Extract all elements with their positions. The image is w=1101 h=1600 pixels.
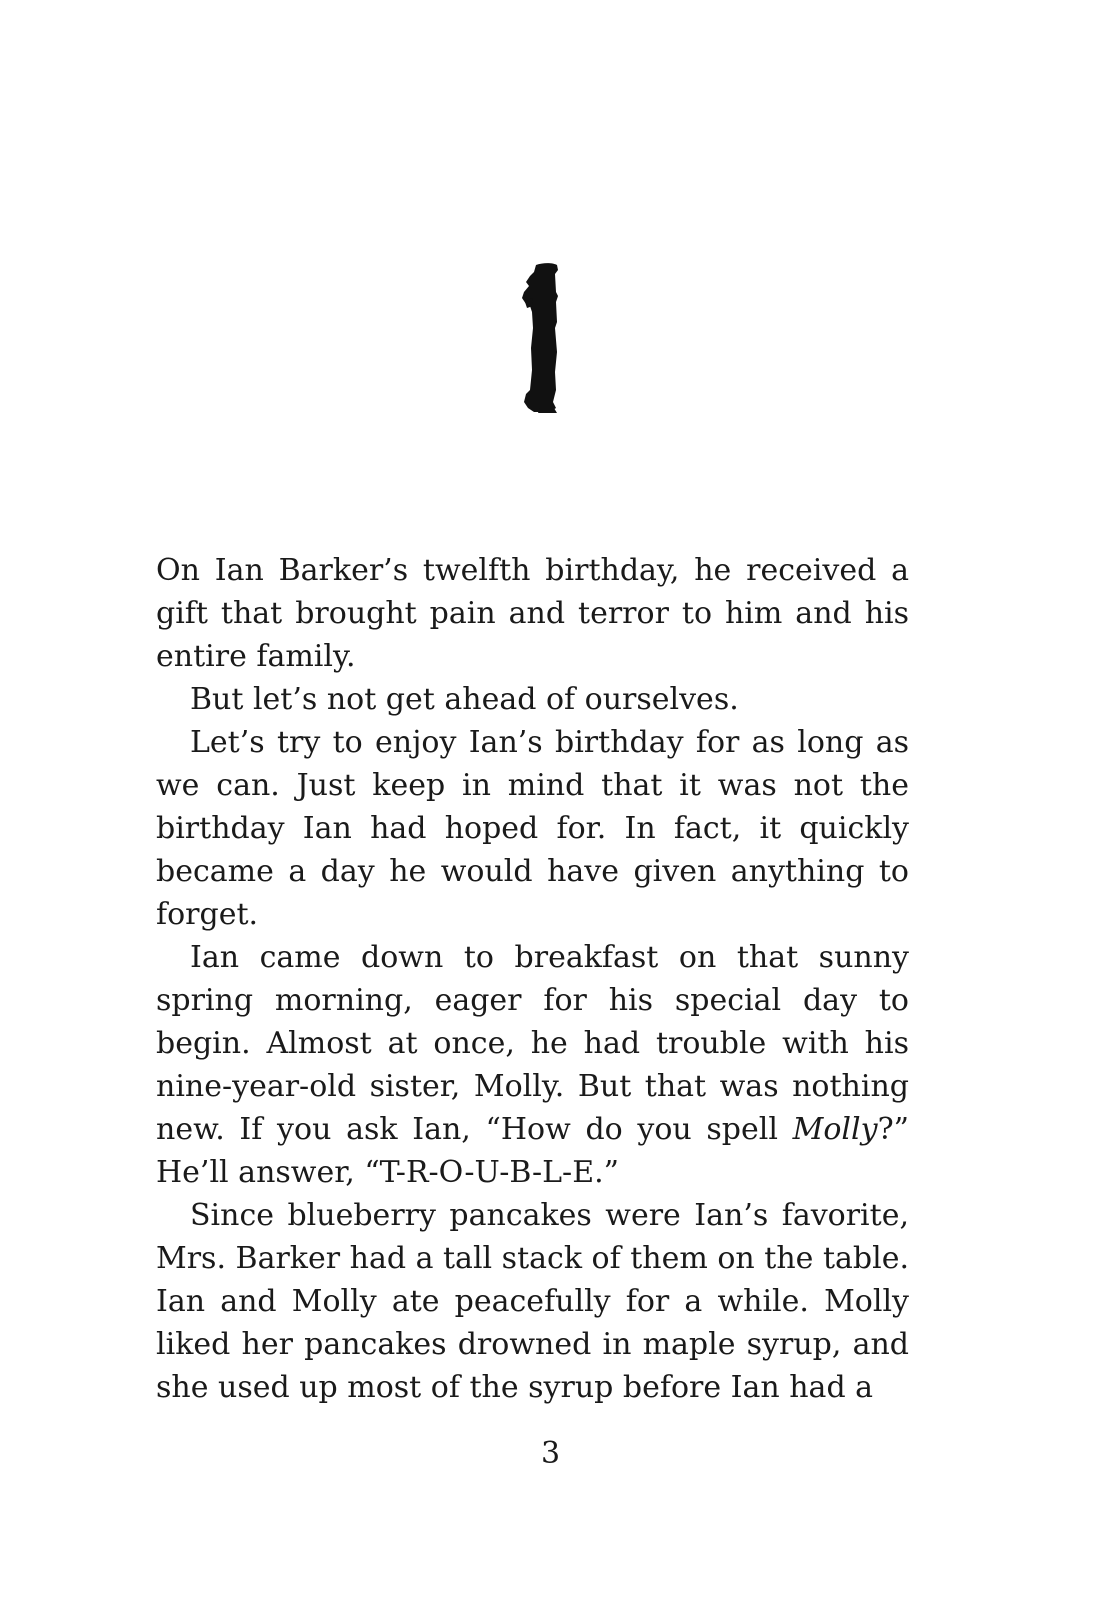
chapter-body-text xyxy=(156,549,909,1409)
paragraph-text: On Ian Barker’s twelfth birthday, he received a gift that brought pain and terror to him and his entire family. xyxy=(156,553,909,674)
paragraph-text: But let’s not get ahead of ourselves. xyxy=(190,682,739,717)
body-paragraph xyxy=(156,549,909,678)
chapter-numeral-glyph xyxy=(520,262,566,414)
body-paragraph xyxy=(156,1194,909,1409)
body-paragraph xyxy=(156,721,909,936)
paragraph-text: Let’s try to enjoy Ian’s birthday for as long as we can. Just keep in mind that it was not the birthday Ian had hoped for. In fact, it quickly became a day he would have given anything to forget. xyxy=(156,725,909,932)
paragraph-text: Ian came down to breakfast on that sunny spring morning, eager for his special day to begin. Almost at once, he had trouble with his nine-year-old sister, Molly. But that was nothing new. If you ask Ian, “How do you spell xyxy=(156,940,909,1147)
paragraph-text: Since blueberry pancakes were Ian’s favorite, Mrs. Barker had a tall stack of them on the table. Ian and Molly ate peacefully for a while. Molly liked her pancakes drowned in maple syrup, and she used up most of the syrup before Ian had a xyxy=(156,1198,909,1405)
page-number: 3 xyxy=(540,1436,561,1471)
body-paragraph xyxy=(156,936,909,1194)
emphasized-text: Molly xyxy=(792,1112,878,1147)
chapter-number-numeral xyxy=(520,262,566,414)
body-paragraph xyxy=(156,678,909,721)
paragraph-text: ?” He’ll answer, “T-R-O-U-B-L-E.” xyxy=(156,1112,909,1190)
